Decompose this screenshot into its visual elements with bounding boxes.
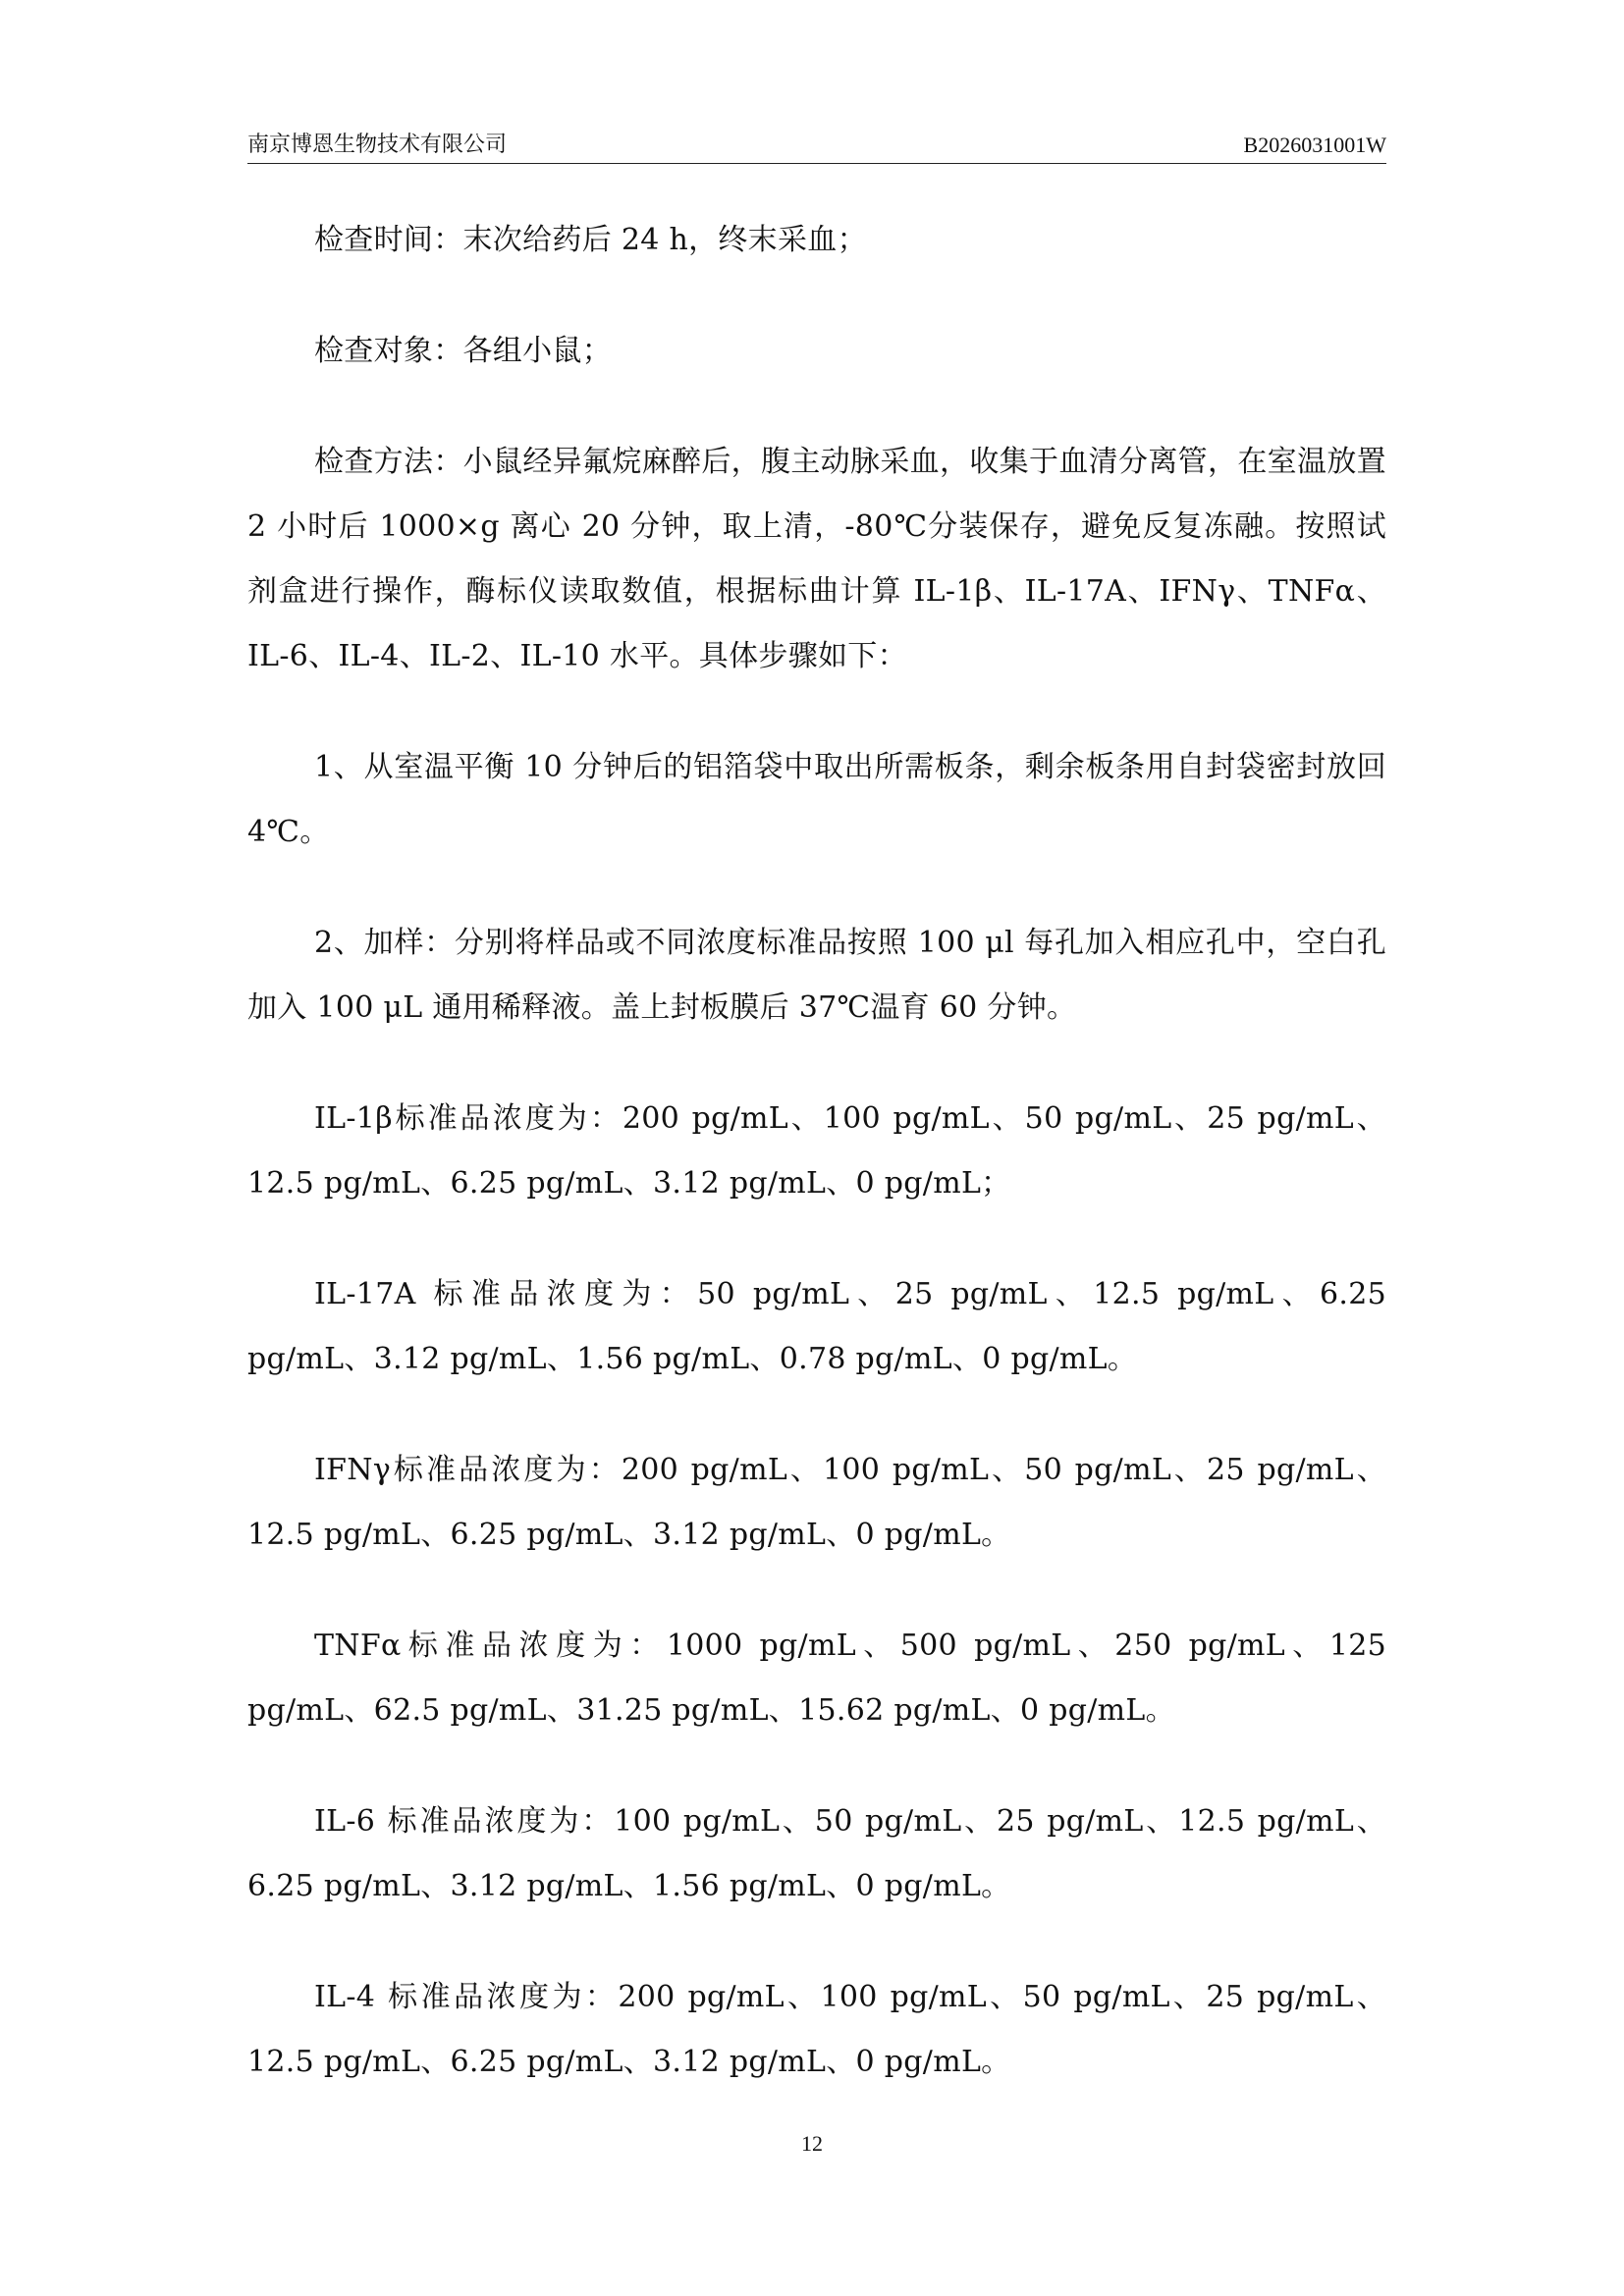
tnfa-standard-paragraph: TNFα标准品浓度为：1000 pg/mL、500 pg/mL、250 pg/mL、125 pg/mL、62.5 pg/mL、31.25 pg/mL、15.62 pg/mL、0 pg/mL。 xyxy=(247,1629,1386,1728)
step-1-paragraph: 1、从室温平衡 10 分钟后的铝箔袋中取出所需板条，剩余板条用自封袋密封放回 4℃。 xyxy=(247,750,1386,849)
company-name: 南京博恩生物技术有限公司 xyxy=(247,133,508,157)
il-1b-standard-paragraph: IL-1β标准品浓度为：200 pg/mL、100 pg/mL、50 pg/mL、25 pg/mL、12.5 pg/mL、6.25 pg/mL、3.12 pg/mL、0 pg/mL； xyxy=(247,1101,1386,1201)
page-number: 12 xyxy=(801,2131,823,2156)
inspection-time-paragraph: 检查时间：末次给药后 24 h，终末采血； xyxy=(314,223,867,257)
page-header xyxy=(247,132,1386,164)
step-2-paragraph: 2、加样：分别将样品或不同浓度标准品按照 100 μl 每孔加入相应孔中，空白孔加入 100 μL 通用稀释液。盖上封板膜后 37℃温育 60 分钟。 xyxy=(247,926,1386,1025)
ifng-standard-paragraph: IFNγ标准品浓度为：200 pg/mL、100 pg/mL、50 pg/mL、25 pg/mL、12.5 pg/mL、6.25 pg/mL、3.12 pg/mL、0 pg/mL。 xyxy=(247,1453,1386,1552)
document-body xyxy=(247,208,1386,2141)
il-4-standard-paragraph: IL-4 标准品浓度为：200 pg/mL、100 pg/mL、50 pg/mL、25 pg/mL、12.5 pg/mL、6.25 pg/mL、3.12 pg/mL、0 pg/mL。 xyxy=(247,1980,1386,2079)
inspection-subject-paragraph: 检查对象：各组小鼠； xyxy=(314,334,612,368)
inspection-method-paragraph: 检查方法：小鼠经异氟烷麻醉后，腹主动脉采血，收集于血清分离管，在室温放置 2 小时后 1000×g 离心 20 分钟，取上清，-80℃分装保存，避免反复冻融。按照试剂盒进行操作，酶标仪读取数值，根据标曲计算 IL-1β、IL-17A、IFNγ、TNFα、IL-6、IL-4、IL-2、IL-10 水平。具体步骤如下： xyxy=(247,445,1386,673)
il-17a-standard-paragraph: IL-17A 标准品浓度为：50 pg/mL、25 pg/mL、12.5 pg/mL、6.25 pg/mL、3.12 pg/mL、1.56 pg/mL、0.78 pg/mL、0 pg/mL。 xyxy=(247,1277,1386,1376)
report-number: B2026031001W xyxy=(1243,133,1386,157)
il-6-standard-paragraph: IL-6 标准品浓度为：100 pg/mL、50 pg/mL、25 pg/mL、12.5 pg/mL、6.25 pg/mL、3.12 pg/mL、1.56 pg/mL、0 pg/mL。 xyxy=(247,1804,1386,1903)
